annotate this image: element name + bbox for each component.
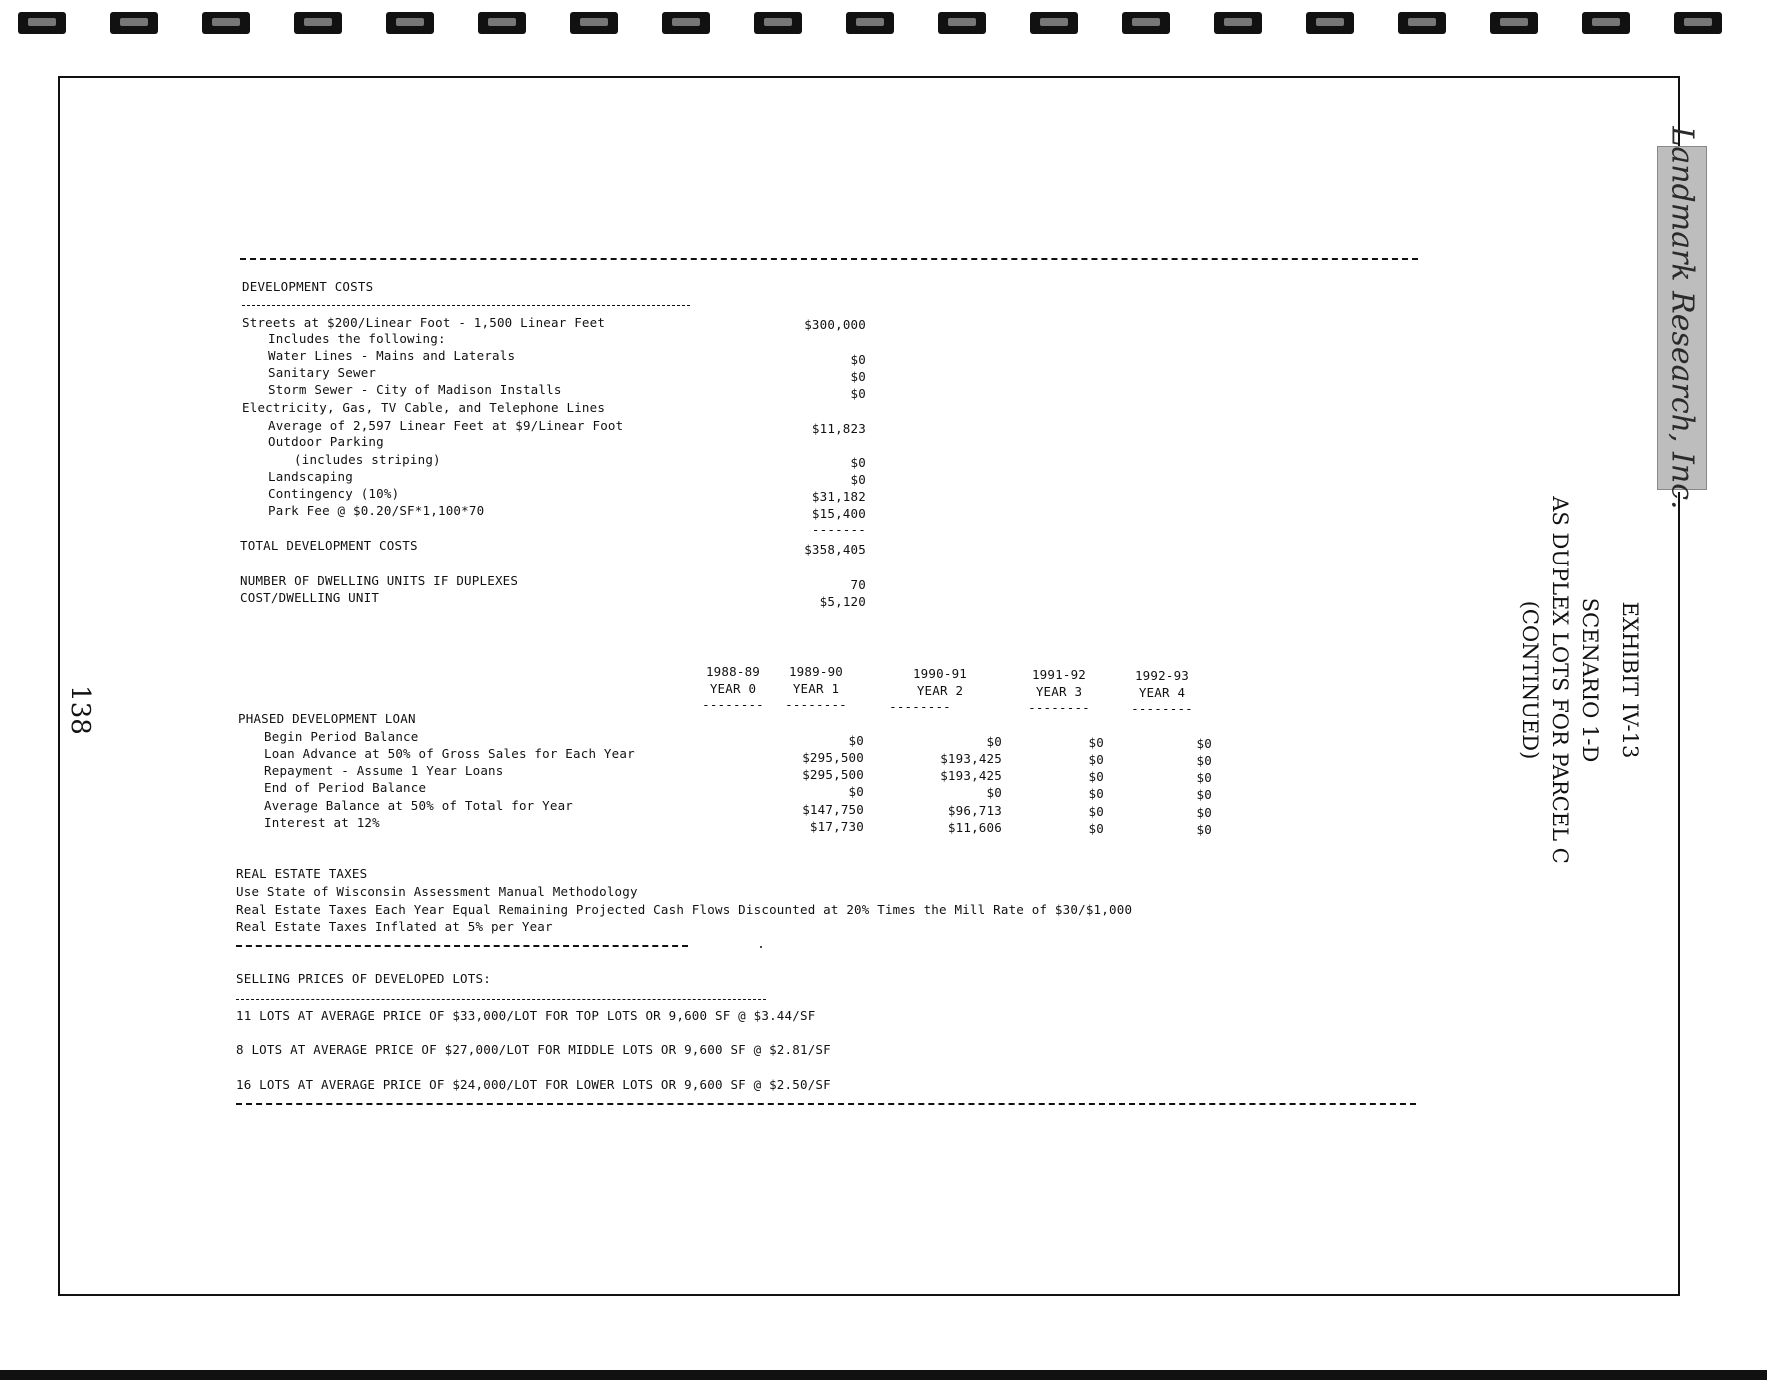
outdoor-parking-label: Outdoor Parking xyxy=(268,434,384,449)
average-linear-feet-value: $11,823 xyxy=(811,421,866,436)
loan-row-year4: $0 xyxy=(1196,822,1212,837)
water-lines-label: Water Lines - Mains and Laterals xyxy=(268,348,516,363)
loan-row-year4: $0 xyxy=(1196,753,1212,768)
striping-label: (includes striping) xyxy=(294,452,441,467)
taxes-line-3: Real Estate Taxes Inflated at 5% per Year xyxy=(236,919,553,934)
col-year2-separator: -------- xyxy=(889,699,951,714)
loan-row-label: Repayment - Assume 1 Year Loans xyxy=(264,763,504,778)
col-year1-separator: -------- xyxy=(785,697,847,712)
loan-row-year1: $147,750 xyxy=(802,802,864,817)
loan-row-label: Loan Advance at 50% of Gross Sales for Each Year xyxy=(264,746,635,761)
taxes-rule xyxy=(236,945,688,947)
sanitary-sewer-value: $0 xyxy=(850,369,866,384)
col-year1-label: YEAR 1 xyxy=(792,681,840,696)
loan-row-label: Interest at 12% xyxy=(264,815,380,830)
loan-row-year3: $0 xyxy=(1088,821,1104,836)
loan-row-label: End of Period Balance xyxy=(264,780,427,795)
selling-underline xyxy=(236,999,766,1000)
total-development-costs-label: TOTAL DEVELOPMENT COSTS xyxy=(240,538,418,553)
electricity-label: Electricity, Gas, TV Cable, and Telephone Lines xyxy=(242,400,606,415)
top-rule xyxy=(240,258,1418,260)
loan-row-year3: $0 xyxy=(1088,752,1104,767)
col-year2-years: 1990-91 xyxy=(912,666,968,681)
selling-line-2: 8 LOTS AT AVERAGE PRICE OF $27,000/LOT FOR MIDDLE LOTS OR 9,600 SF @ $2.81/SF xyxy=(236,1042,831,1057)
loan-row-year1: $0 xyxy=(848,784,864,799)
loan-row-year2: $0 xyxy=(986,734,1002,749)
col-year1-years: 1989-90 xyxy=(788,664,844,679)
scan-speck xyxy=(760,946,762,948)
loan-row-year4: $0 xyxy=(1196,770,1212,785)
company-logo-text: Landmark Research, Inc. xyxy=(1664,126,1700,510)
exhibit-subtitle-1: SCENARIO 1-D xyxy=(1578,597,1602,763)
loan-row-year3: $0 xyxy=(1088,786,1104,801)
selling-line-3: 16 LOTS AT AVERAGE PRICE OF $24,000/LOT FOR LOWER LOTS OR 9,600 SF @ $2.50/SF xyxy=(236,1077,831,1092)
col-year3-years: 1991-92 xyxy=(1031,667,1087,682)
exhibit-subtitle-3: (CONTINUED) xyxy=(1518,600,1542,760)
exhibit-subtitle-2: AS DUPLEX LOTS FOR PARCEL C xyxy=(1548,496,1572,864)
selling-line-1: 11 LOTS AT AVERAGE PRICE OF $33,000/LOT FOR TOP LOTS OR 9,600 SF @ $3.44/SF xyxy=(236,1008,816,1023)
taxes-line-2: Real Estate Taxes Each Year Equal Remaining Projected Cash Flows Discounted at 20% Times the Mill Rate of $30/$1,000 xyxy=(236,902,1133,917)
sanitary-sewer-label: Sanitary Sewer xyxy=(268,365,377,380)
loan-row-year2: $0 xyxy=(986,785,1002,800)
dwelling-units-value: 70 xyxy=(850,577,866,592)
col-year3-label: YEAR 3 xyxy=(1035,684,1083,699)
loan-row-year1: $295,500 xyxy=(802,750,864,765)
loan-row-year2: $96,713 xyxy=(947,803,1002,818)
storm-sewer-value: $0 xyxy=(850,386,866,401)
park-fee-value: $15,400 xyxy=(811,506,866,521)
cost-per-unit-value: $5,120 xyxy=(819,594,866,609)
landscaping-value: $0 xyxy=(850,472,866,487)
loan-row-year1: $17,730 xyxy=(809,819,864,834)
streets-value: $300,000 xyxy=(804,317,866,332)
heading-underline xyxy=(242,305,690,306)
col-year2-label: YEAR 2 xyxy=(916,683,964,698)
dwelling-units-label: NUMBER OF DWELLING UNITS IF DUPLEXES xyxy=(240,573,519,588)
loan-row-year1: $0 xyxy=(848,733,864,748)
col-year0-separator: -------- xyxy=(702,697,764,712)
col-year4-label: YEAR 4 xyxy=(1138,685,1186,700)
development-costs-heading: DEVELOPMENT COSTS xyxy=(242,279,374,294)
phased-loan-heading: PHASED DEVELOPMENT LOAN xyxy=(238,711,416,726)
loan-row-year3: $0 xyxy=(1088,804,1104,819)
real-estate-taxes-heading: REAL ESTATE TAXES xyxy=(236,866,368,881)
taxes-line-1: Use State of Wisconsin Assessment Manual Methodology xyxy=(236,884,638,899)
contingency-value: $31,182 xyxy=(811,489,866,504)
col-year4-separator: -------- xyxy=(1131,701,1193,716)
loan-row-year4: $0 xyxy=(1196,787,1212,802)
includes-label: Includes the following: xyxy=(268,331,446,346)
page-number: 138 xyxy=(65,685,95,735)
loan-row-year2: $193,425 xyxy=(940,768,1002,783)
streets-label: Streets at $200/Linear Foot - 1,500 Linear Feet xyxy=(242,315,606,330)
exhibit-title: EXHIBIT IV-13 xyxy=(1618,601,1642,759)
park-fee-label: Park Fee @ $0.20/SF*1,100*70 xyxy=(268,503,485,518)
col-year3-separator: -------- xyxy=(1028,700,1090,715)
bottom-rule xyxy=(236,1103,1416,1105)
loan-row-label: Begin Period Balance xyxy=(264,729,419,744)
water-lines-value: $0 xyxy=(850,352,866,367)
loan-row-year4: $0 xyxy=(1196,736,1212,751)
col-year4-years: 1992-93 xyxy=(1134,668,1190,683)
col-year0-label: YEAR 0 xyxy=(709,681,757,696)
storm-sewer-label: Storm Sewer - City of Madison Installs xyxy=(268,382,562,397)
loan-row-year2: $193,425 xyxy=(940,751,1002,766)
contingency-label: Contingency (10%) xyxy=(268,486,400,501)
loan-row-year1: $295,500 xyxy=(802,767,864,782)
average-linear-feet-label: Average of 2,597 Linear Feet at $9/Linear Foot xyxy=(268,418,624,433)
cost-per-unit-label: COST/DWELLING UNIT xyxy=(240,590,380,605)
loan-row-year4: $0 xyxy=(1196,805,1212,820)
loan-row-year3: $0 xyxy=(1088,735,1104,750)
total-development-costs-value: $358,405 xyxy=(804,542,866,557)
loan-row-year2: $11,606 xyxy=(947,820,1002,835)
landscaping-label: Landscaping xyxy=(268,469,353,484)
col-year0-years: 1988-89 xyxy=(705,664,761,679)
subtotal-separator: ------- xyxy=(811,522,866,537)
loan-row-year3: $0 xyxy=(1088,769,1104,784)
striping-value: $0 xyxy=(850,455,866,470)
loan-row-label: Average Balance at 50% of Total for Year xyxy=(264,798,574,813)
selling-prices-heading: SELLING PRICES OF DEVELOPED LOTS: xyxy=(236,971,491,986)
